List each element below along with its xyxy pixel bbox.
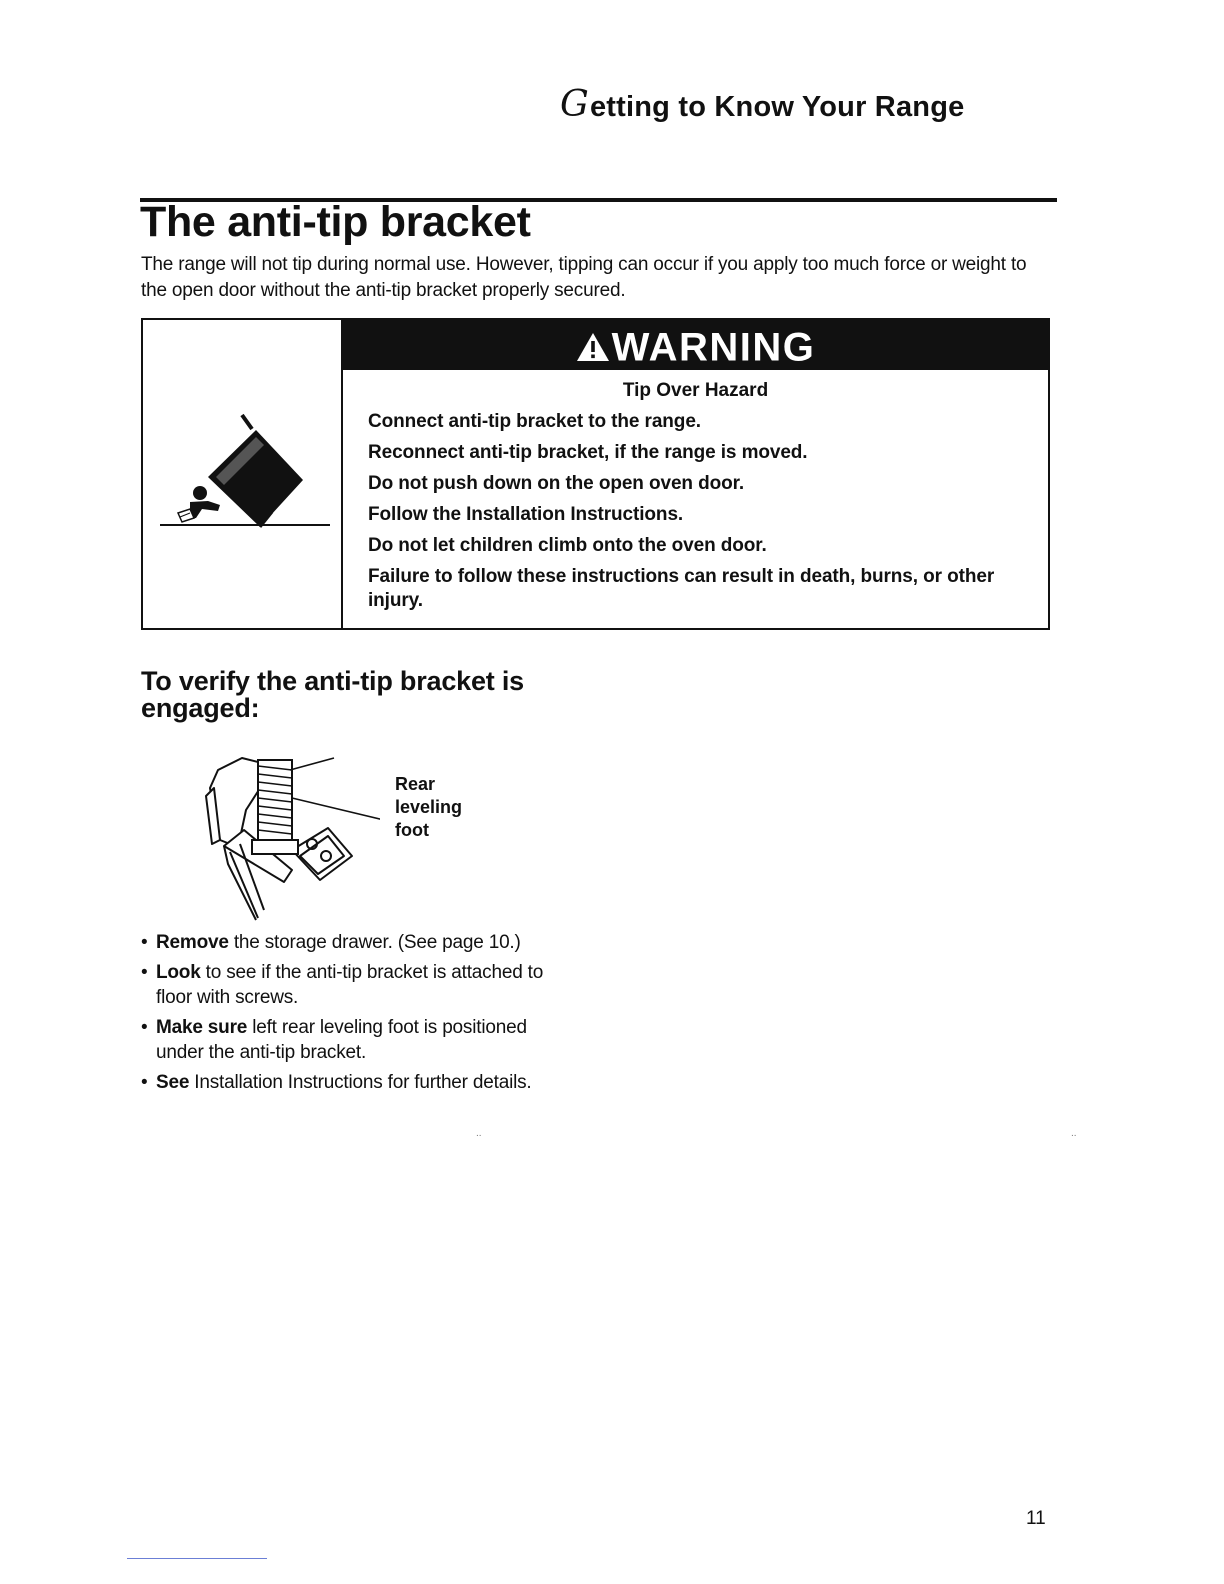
warning-item: Failure to follow these instructions can result in death, burns, or other injury. xyxy=(368,566,995,611)
warning-item: Do not push down on the open oven door. xyxy=(368,473,745,494)
step-text: left rear leveling foot is positioned under the anti-tip bracket. xyxy=(156,1017,527,1063)
step-keyword: Look xyxy=(156,962,201,983)
step-text: Installation Instructions for further details. xyxy=(189,1072,532,1093)
warning-banner-text: WARNING xyxy=(611,325,816,370)
warning-list xyxy=(368,410,1038,620)
step-keyword: See xyxy=(156,1072,190,1093)
bullet: • xyxy=(141,932,148,953)
hazard-title: Tip Over Hazard xyxy=(622,380,769,401)
scan-speck: .. xyxy=(476,1128,482,1139)
step-item xyxy=(141,960,561,1010)
section-header xyxy=(560,84,1020,125)
bullet: • xyxy=(141,962,148,983)
step-keyword: Remove xyxy=(156,932,229,953)
verify-heading: To verify the anti-tip bracket is engaged: xyxy=(141,666,524,723)
verification-steps xyxy=(141,930,561,1100)
step-item xyxy=(141,930,561,955)
leveling-foot-label: Rear leveling foot xyxy=(395,774,463,840)
step-keyword: Make sure xyxy=(156,1017,248,1038)
warning-item: Connect anti-tip bracket to the range. xyxy=(368,411,701,432)
step-text: to see if the anti-tip bracket is attached to floor with screws. xyxy=(156,962,544,1008)
step-item xyxy=(141,1070,561,1095)
warning-item: Follow the Installation Instructions. xyxy=(368,504,684,525)
rear-leveling-foot-illustration xyxy=(200,752,380,922)
intro-paragraph: The range will not tip during normal use. However, tipping can occur if you apply too much force or weight to the open door without the anti-tip bracket properly secured. xyxy=(141,254,1027,301)
step-item xyxy=(141,1015,561,1065)
warning-item: Reconnect anti-tip bracket, if the range is moved. xyxy=(368,442,808,463)
page-title: The anti-tip bracket xyxy=(140,198,531,246)
section-header-initial: G xyxy=(560,84,589,125)
step-text: the storage drawer. (See page 10.) xyxy=(228,932,521,953)
footer-line xyxy=(127,1558,267,1559)
bullet: • xyxy=(141,1072,148,1093)
section-header-text: etting to Know Your Range xyxy=(589,91,965,123)
warning-banner xyxy=(343,320,1048,370)
page-number: 11 xyxy=(1026,1508,1046,1529)
warning-triangle-icon xyxy=(576,332,610,362)
warning-item: Do not let children climb onto the oven door. xyxy=(368,535,767,556)
bullet: • xyxy=(141,1017,148,1038)
scan-speck: .. xyxy=(1071,1128,1077,1139)
tip-over-hazard-icon xyxy=(160,405,332,535)
